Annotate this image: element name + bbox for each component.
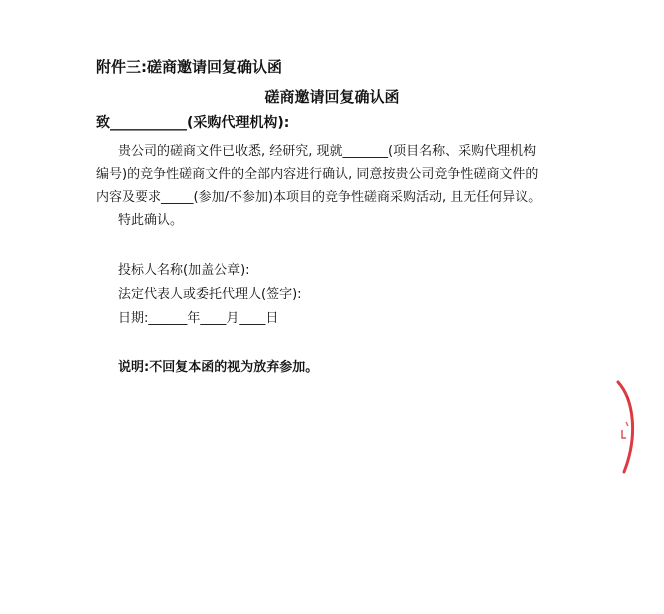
confirmation-line: 特此确认。 xyxy=(118,213,184,228)
seal-stamp-fragment-icon xyxy=(608,378,648,478)
body-paragraph-line-2: 编号)的竞争性磋商文件的全部内容进行确认, 同意按贵公司竞争性磋商文件的 xyxy=(96,167,539,182)
date-field: 日期:______年____月____日 xyxy=(118,311,279,326)
attachment-title: 附件三:磋商邀请回复确认函 xyxy=(96,58,282,76)
body-paragraph-line-1: 贵公司的磋商文件已收悉, 经研究, 现就_______(项目名称、采购代理机构 xyxy=(118,144,537,159)
representative-signature-field: 法定代表人或委托代理人(签字): xyxy=(118,287,302,302)
bidder-name-field: 投标人名称(加盖公章): xyxy=(118,263,250,278)
body-paragraph-line-3: 内容及要求_____(参加/不参加)本项目的竞争性磋商采购活动, 且无任何异议。 xyxy=(96,190,542,205)
addressee-line: 致___________(采购代理机构): xyxy=(96,115,290,131)
note-text: 说明:不回复本函的视为放弃参加。 xyxy=(118,360,319,375)
document-title: 磋商邀请回复确认函 xyxy=(264,88,400,106)
